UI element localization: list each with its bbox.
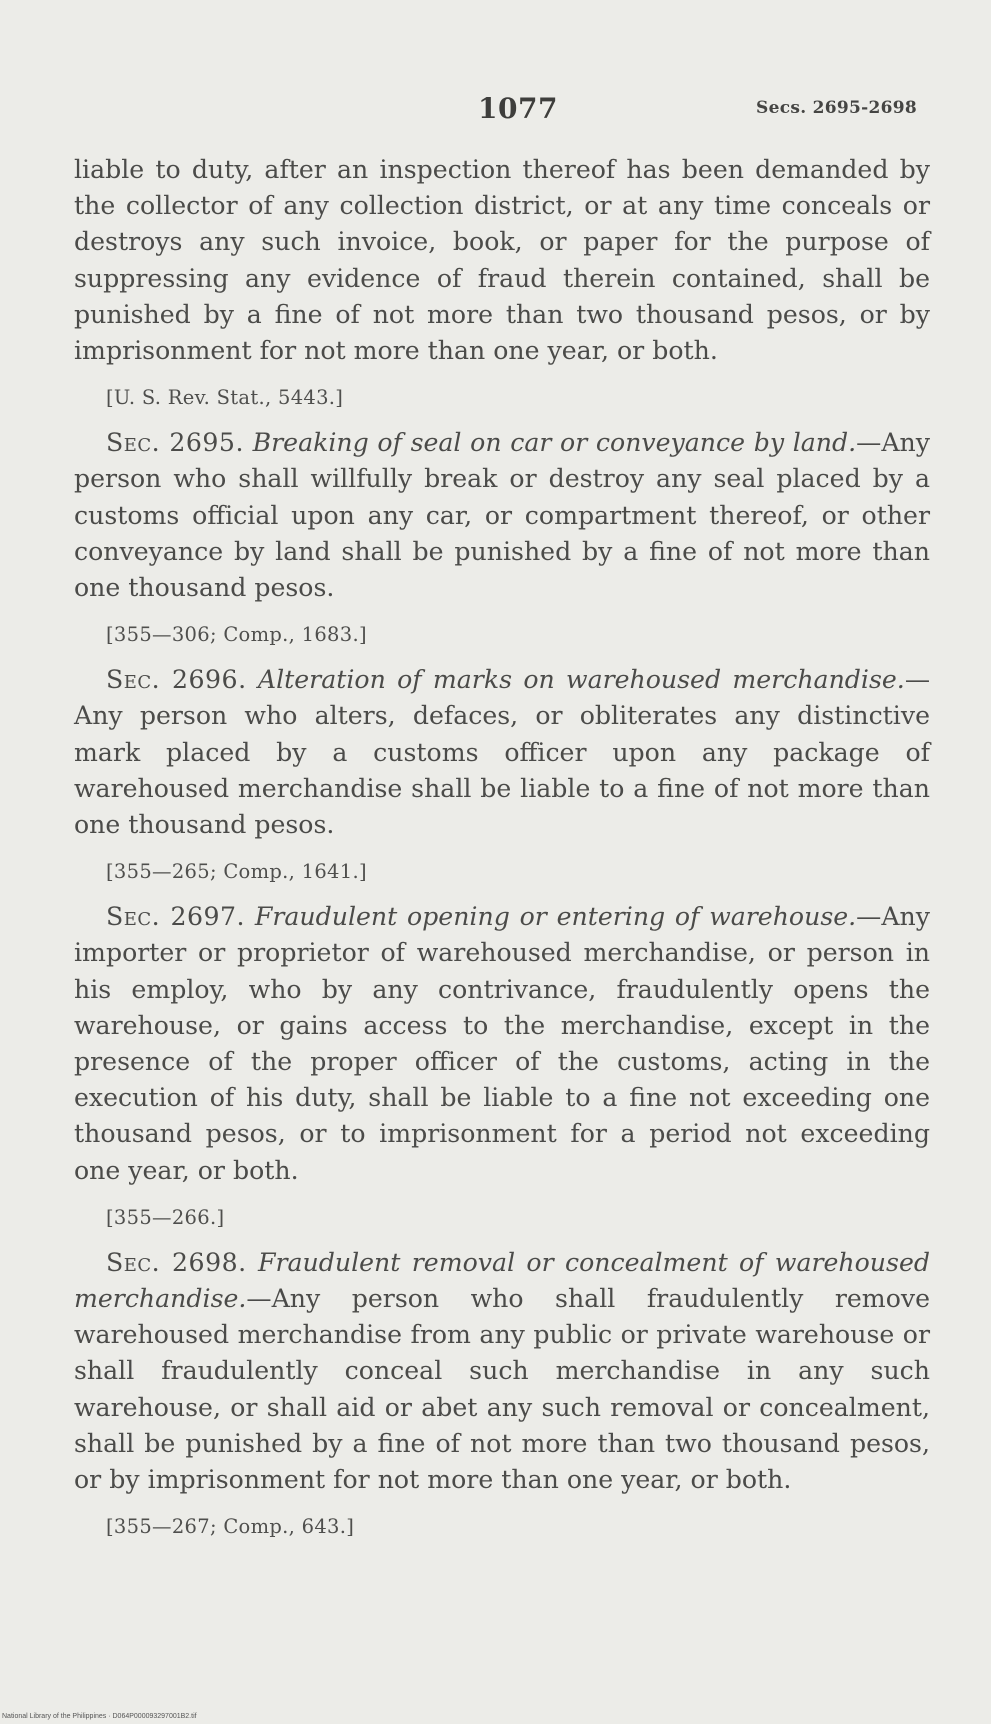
section-text: —Any importer or proprietor of warehoused merchandise, or person in his employ, who by any contrivance, fraudulently opens the warehouse, or gains access to the merchandise, except in the presence of the proper officer of the customs, acting in the execution of his duty, shall be liable to a fine not exceeding one thousand pesos, or to imprisonment for a period not exceeding one year, or both. (74, 902, 931, 1185)
section-title: Fraudulent opening or entering of warehouse. (254, 902, 857, 932)
running-head: Secs. 2695-2698 (756, 98, 918, 118)
section-2698 (74, 1245, 930, 1498)
citation: [355—306; Comp., 1683.] (106, 623, 367, 647)
section-label: Sec. 2695. (106, 428, 244, 458)
section-text: —Any person who shall fraudulently remove warehoused merchandise from any public or private warehouse or shall fraudulently conceal such merchandise in any such warehouse, or shall aid or abet any such removal or concealment, shall be punished by a fine of not more than two thousand pesos, or by imprisonment for not more than one year, or both. (74, 1284, 930, 1495)
citation: [355—266.] (106, 1205, 225, 1229)
section-2696 (74, 662, 930, 843)
continuation-paragraph: liable to duty, after an inspection thereof has been demanded by the collector of any collection district, or at any time conceals or destroys any such invoice, book, or paper for the purpose of suppressing any evidence of fraud therein contained, shall be punished by a fine of not more than two thousand pesos, or by imprisonment for not more than one year, or both. (74, 155, 930, 366)
section-2695 (74, 425, 930, 606)
citation: [U. S. Rev. Stat., 5443.] (106, 386, 344, 410)
citation: [355—265; Comp., 1641.] (106, 860, 367, 884)
scan-watermark: National Library of the Philippines · D064P000093297001B2.tif (2, 1713, 197, 1720)
section-title: Alteration of marks on warehoused merchandise. (257, 665, 905, 695)
citation: [355—267; Comp., 643.] (106, 1515, 355, 1539)
section-title: Fraudulent removal or concealment of warehoused merchandise. (74, 1247, 930, 1314)
section-2697 (74, 899, 930, 1189)
section-text: —Any person who alters, defaces, or obliterates any distinctive mark placed by a customs officer upon any package of warehoused merchandise shall be liable to a fine of not more than one thousand pesos. (74, 665, 930, 840)
body-text (74, 152, 930, 1554)
section-label: Sec. 2697. (106, 902, 246, 932)
section-text: —Any person who shall willfully break or destroy any seal placed by a customs official upon any car, or compartment thereof, or other conveyance by land shall be punished by a fine of not more than one thousand pesos. (74, 428, 930, 603)
section-title: Breaking of seal on car or conveyance by land. (252, 428, 857, 458)
page-header (0, 92, 991, 132)
page-number: 1077 (478, 92, 558, 125)
section-label: Sec. 2696. (106, 665, 247, 695)
section-label: Sec. 2698. (106, 1247, 247, 1277)
